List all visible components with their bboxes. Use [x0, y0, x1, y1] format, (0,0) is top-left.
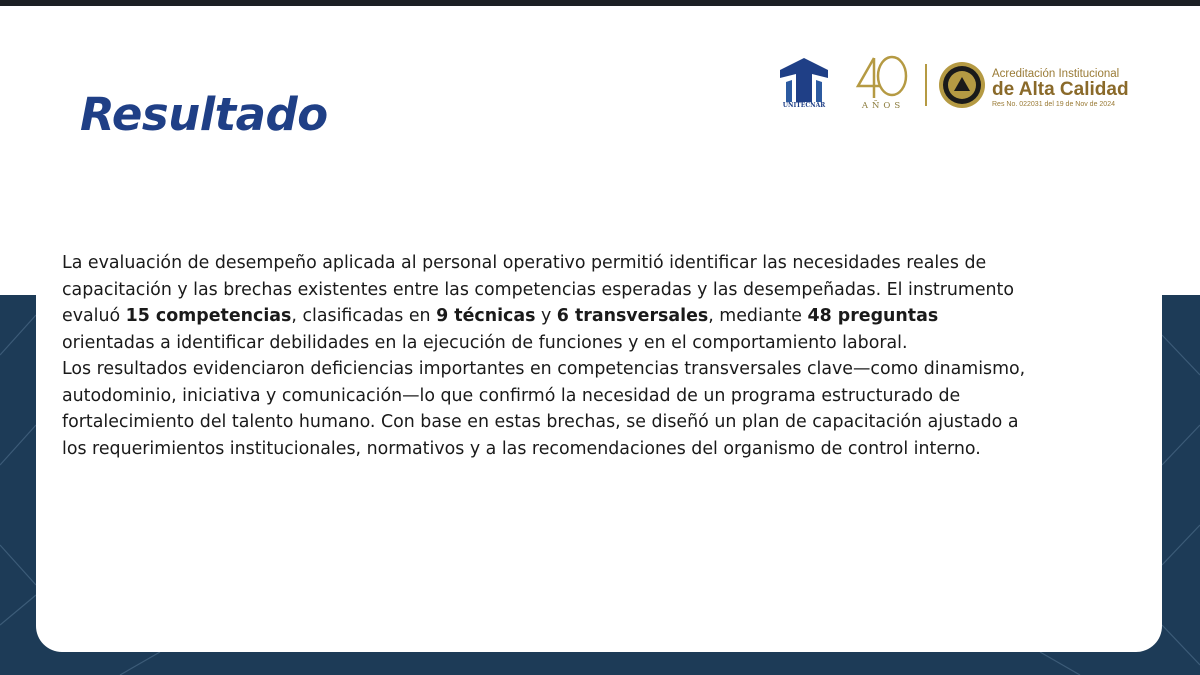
p1-bold-tecnicas: 9 técnicas	[436, 306, 536, 326]
p1-bold-competencias: 15 competencias	[125, 306, 292, 326]
paragraph-1	[62, 250, 1032, 356]
slide-body	[62, 250, 1032, 462]
p1-bold-transversales: 6 transversales	[556, 306, 709, 326]
anniversary-label: AÑOS	[861, 101, 905, 111]
p1-text-3: y	[535, 306, 557, 326]
p1-text-2: , clasificadas en	[291, 306, 437, 326]
paragraph-2: Los resultados evidenciaron deficiencias importantes en competencias transversales clave—como dinamismo, autodominio, iniciativa y comunicación—lo que confirmó la necesidad de un programa estructurado de fortalecimiento del talento humano. Con base en estas brechas, se diseñó un plan de capacitación ajustado a los requerimientos institucionales, normativos y a las recomendaciones del organismo de control interno.	[62, 359, 1026, 459]
p1-text-4: , mediante	[708, 306, 808, 326]
accreditation-line1: Acreditación Institucional	[992, 68, 1120, 80]
p1-text-1: La evaluación de desempeño aplicada al personal operativo permitió identificar las necesidades reales de capacitación y las brechas existentes entre las competencias esperadas y las desempeñadas. El instrumento evaluó	[62, 253, 1015, 326]
p1-text-5: orientadas a identificar debilidades en la ejecución de funciones y en el comportamiento laboral.	[62, 332, 908, 353]
accreditation-line2: de Alta Calidad	[992, 79, 1129, 100]
logo-group	[772, 52, 1162, 122]
slide-title: Resultado	[80, 88, 328, 141]
p1-bold-preguntas: 48 preguntas	[807, 306, 939, 326]
accreditation-line3: Res No. 022031 del 19 de Nov de 2024	[992, 101, 1115, 108]
unitecnar-label: UNITECNAR	[782, 102, 826, 109]
logo-divider	[925, 64, 927, 106]
accreditation-seal-icon	[938, 61, 986, 109]
